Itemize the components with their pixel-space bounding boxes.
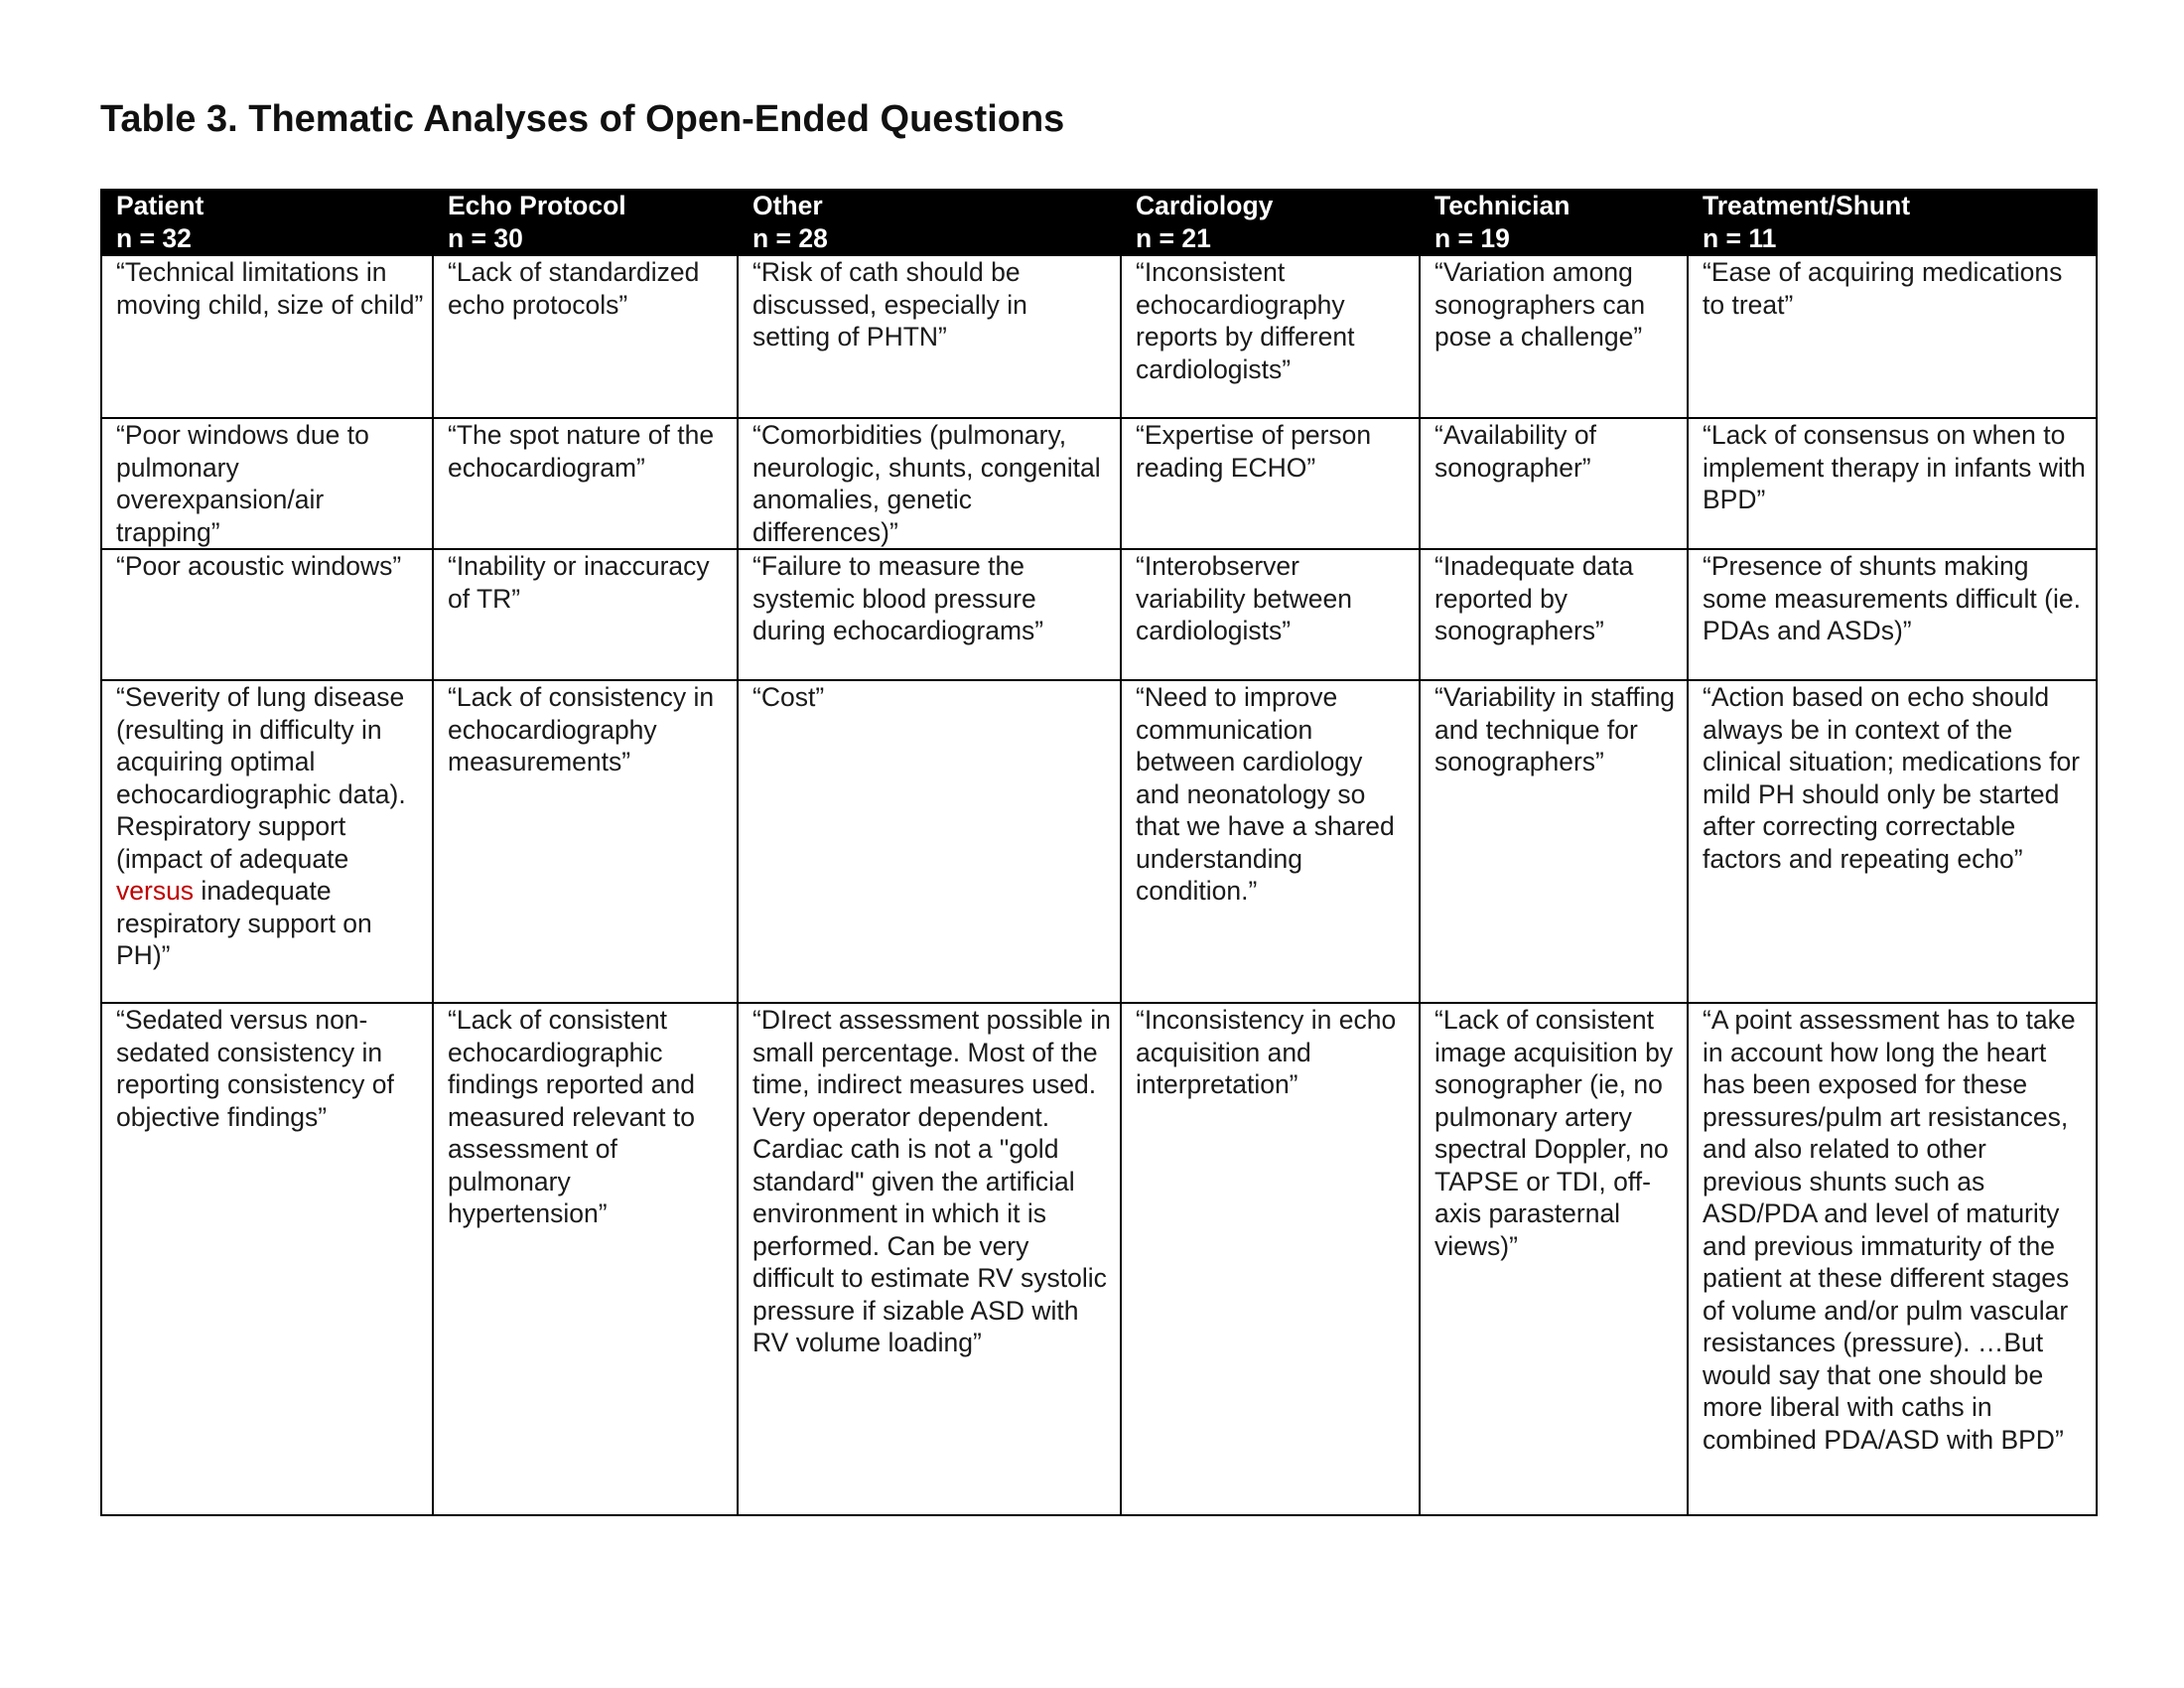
table-cell: “Lack of consensus on when to implement therapy in infants with BPD” — [1688, 418, 2097, 549]
table-cell: “Lack of consistent image acquisition by sonographer (ie, no pulmonary artery spectral Doppler, no TAPSE or TDI, off-axis parasternal views)” — [1420, 1003, 1688, 1515]
column-count: n = 28 — [752, 222, 828, 253]
table-row — [101, 255, 2097, 418]
table-cell: “Variation among sonographers can pose a challenge” — [1420, 255, 1688, 418]
table-header-row — [101, 189, 2097, 255]
thematic-analysis-table — [100, 189, 2098, 1516]
column-count: n = 11 — [1703, 222, 1777, 253]
column-name: Technician — [1434, 191, 1570, 220]
column-name: Treatment/Shunt — [1703, 191, 1911, 220]
column-count: n = 21 — [1136, 222, 1211, 253]
table-cell: “Lack of consistent echocardiographic findings reported and measured relevant to assessment of pulmonary hypertension” — [433, 1003, 738, 1515]
table-cell: “Comorbidities (pulmonary, neurologic, shunts, congenital anomalies, genetic differences)” — [738, 418, 1121, 549]
table-cell: “DIrect assessment possible in small percentage. Most of the time, indirect measures used. Very operator dependent. Cardiac cath is not a "gold standard" given the artificial environment in which it is performed. Can be very difficult to estimate RV systolic pressure if sizable ASD with RV volume loading” — [738, 1003, 1121, 1515]
cell-text: “Severity of lung disease (resulting in difficulty in acquiring optimal echocardiographic data). Respiratory support (impact of adequate — [116, 682, 406, 874]
table-cell: “Cost” — [738, 680, 1121, 1003]
table-cell: “Availability of sonographer” — [1420, 418, 1688, 549]
table-cell: “Ease of acquiring medications to treat” — [1688, 255, 2097, 418]
column-name: Cardiology — [1136, 191, 1274, 220]
table-row — [101, 1003, 2097, 1515]
table-cell: “Interobserver variability between cardiologists” — [1121, 549, 1420, 680]
table-cell: “Sedated versus non-sedated consistency in reporting consistency of objective findings” — [101, 1003, 433, 1515]
table-cell: “Inability or inaccuracy of TR” — [433, 549, 738, 680]
table-cell: “A point assessment has to take in account how long the heart has been exposed for these pressures/pulm art resistances, and also related to other previous shunts such as ASD/PDA and level of maturity and previous immaturity of the patient at these different stages of volume and/or pulm vascular resistances (pressure). …But would say that one should be more liberal with caths in combined PDA/ASD with BPD” — [1688, 1003, 2097, 1515]
column-name: Echo Protocol — [448, 191, 626, 220]
table-cell — [101, 680, 433, 1003]
page-title: Table 3. Thematic Analyses of Open-Ended Questions — [100, 98, 1065, 140]
column-name: Patient — [116, 191, 205, 220]
table-row — [101, 680, 2097, 1003]
table-cell: “Risk of cath should be discussed, especially in setting of PHTN” — [738, 255, 1121, 418]
table-cell: “Presence of shunts making some measurements difficult (ie. PDAs and ASDs)” — [1688, 549, 2097, 680]
table-cell: “Lack of consistency in echocardiography measurements” — [433, 680, 738, 1003]
column-header-patient — [101, 189, 433, 255]
table-cell: “Lack of standardized echo protocols” — [433, 255, 738, 418]
column-count: n = 19 — [1434, 222, 1510, 253]
column-name: Other — [752, 191, 823, 220]
table-row — [101, 418, 2097, 549]
highlighted-word: versus — [116, 876, 195, 906]
table-cell: “Inadequate data reported by sonographers” — [1420, 549, 1688, 680]
table-cell: “Need to improve communication between cardiology and neonatology so that we have a shared understanding condition.” — [1121, 680, 1420, 1003]
table-cell: “Poor windows due to pulmonary overexpansion/air trapping” — [101, 418, 433, 549]
table-cell: “Inconsistency in echo acquisition and interpretation” — [1121, 1003, 1420, 1515]
cell-text: inadequate respiratory support on PH)” — [116, 876, 372, 970]
column-header-cardiology — [1121, 189, 1420, 255]
column-header-other — [738, 189, 1121, 255]
table-cell: “Poor acoustic windows” — [101, 549, 433, 680]
table-cell: “Action based on echo should always be in context of the clinical situation; medications for mild PH should only be started after correcting correctable factors and repeating echo” — [1688, 680, 2097, 1003]
table-cell: “Variability in staffing and technique for sonographers” — [1420, 680, 1688, 1003]
table-cell: “Technical limitations in moving child, size of child” — [101, 255, 433, 418]
table-row — [101, 549, 2097, 680]
table-cell: “Inconsistent echocardiography reports by different cardiologists” — [1121, 255, 1420, 418]
table-cell: “Failure to measure the systemic blood pressure during echocardiograms” — [738, 549, 1121, 680]
column-header-treatment-shunt — [1688, 189, 2097, 255]
column-count: n = 32 — [116, 222, 192, 253]
column-header-echo-protocol — [433, 189, 738, 255]
table-cell: “The spot nature of the echocardiogram” — [433, 418, 738, 549]
column-header-technician — [1420, 189, 1688, 255]
column-count: n = 30 — [448, 222, 523, 253]
table-cell: “Expertise of person reading ECHO” — [1121, 418, 1420, 549]
